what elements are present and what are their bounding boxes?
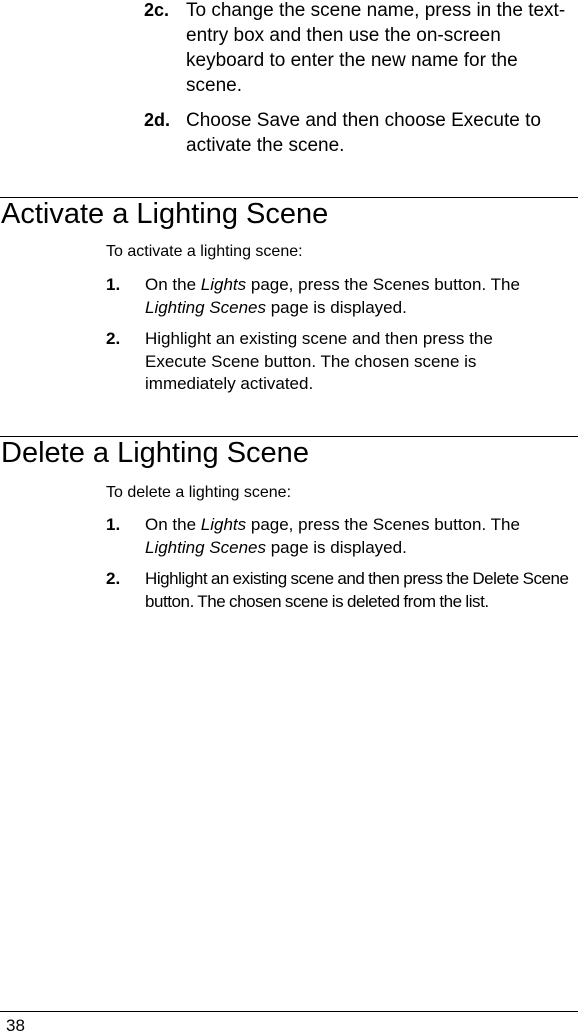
page-name: Lighting Scenes: [145, 537, 266, 557]
section-intro: To delete a lighting scene:: [106, 484, 292, 501]
step-text: On the Lights page, press the Scenes button. The Lighting Scenes page is displayed.: [145, 275, 520, 317]
step-text: On the Lights page, press the Scenes button. The Lighting Scenes page is displayed.: [145, 515, 520, 557]
step-number: 1.: [106, 515, 121, 534]
page-name: Lights: [200, 515, 247, 534]
page-name: Lighting Scenes: [145, 297, 266, 317]
footer-divider: [0, 1011, 578, 1012]
step-number: 2.: [106, 569, 121, 588]
step-number: 2d.: [144, 110, 171, 130]
page-number: 38: [6, 1016, 25, 1035]
step-number: 1.: [106, 275, 121, 294]
step-number: 2c.: [144, 0, 170, 20]
section-heading: Activate a Lighting Scene: [1, 198, 329, 230]
step-text: Highlight an existing scene and then press the Delete Scene button. The chosen scene is deleted from the list.: [145, 569, 569, 611]
page-name: Lights: [200, 275, 247, 294]
step-text: Highlight an existing scene and then press the Execute Scene button. The chosen scene is immediately activated.: [145, 329, 493, 393]
section-heading: Delete a Lighting Scene: [1, 437, 309, 469]
section-intro: To activate a lighting scene:: [106, 243, 303, 260]
step-number: 2.: [106, 329, 121, 348]
step-text: To change the scene name, press in the text-entry box and then use the on-screen keyboard to enter the new name for the scene.: [186, 0, 566, 96]
step-text: Choose Save and then choose Execute to activate the scene.: [186, 110, 541, 156]
